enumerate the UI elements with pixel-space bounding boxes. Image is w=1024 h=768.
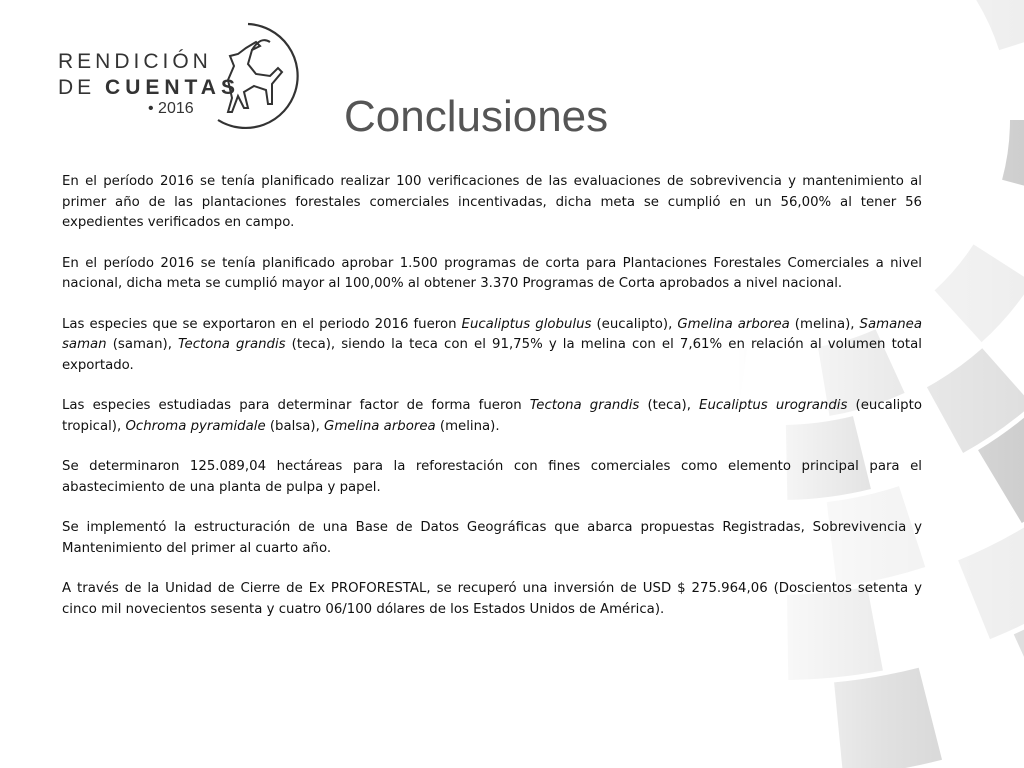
logo-line-1: RENDICIÓN: [58, 50, 212, 73]
paragraph: [62, 457, 922, 498]
paragraph: [62, 315, 922, 377]
species-name: Tectona grandis: [529, 398, 640, 413]
paragraph: [62, 172, 922, 234]
paragraph-text: Las especies que se exportaron en el periodo 2016 fueron: [62, 316, 462, 332]
conclusions-body: [62, 172, 922, 620]
species-name: Ochroma pyramidale: [125, 418, 266, 434]
species-name: Eucaliptus globulus: [461, 316, 592, 332]
logo-line-2b: CUENTAS: [105, 76, 240, 99]
paragraph-text: (teca),: [639, 398, 700, 413]
paragraph-text: (balsa),: [265, 418, 325, 434]
paragraph: [62, 254, 922, 295]
species-name: Gmelina arborea: [677, 316, 790, 332]
paragraph: [62, 579, 922, 620]
paragraph-text: (melina).: [435, 418, 500, 434]
paragraph-text: En el período 2016 se tenía planificado aprobar 1.500 programas de corta para Plantaciones Forestales Comerciales a nivel nacional, dicha meta se cumplió mayor al 100,00% al obtener 3.370 Programas de Corta aprobados a nivel nacional.: [62, 255, 922, 291]
paragraph-text: (teca), siendo la teca con el 91,75% y la melina con el 7,61% en relación al volumen total exportado.: [62, 337, 922, 373]
species-name: Samanea saman: [62, 316, 922, 352]
species-name: Gmelina arborea: [324, 418, 436, 434]
paragraph: [62, 518, 922, 559]
paragraph-text: Las especies estudiadas para determinar factor de forma fueron: [62, 398, 530, 413]
paragraph-text: En el período 2016 se tenía planificado realizar 100 verificaciones de las evaluaciones de sobrevivencia y mantenimiento al primer año de las plantaciones forestales comerciales incentivadas, dicha meta se cumplió en un 56,00% al tener 56 expedientes verificados en campo.: [62, 174, 922, 230]
bull-icon: [208, 20, 300, 132]
paragraph-text: Se implementó la estructuración de una Base de Datos Geográficas que abarca propuestas Registradas, Sobrevivencia y Mantenimiento del primer al cuarto año.: [62, 520, 922, 556]
paragraph-text: (saman),: [106, 337, 179, 352]
logo-year: • 2016: [148, 100, 194, 117]
rendicion-cuentas-logo: [48, 20, 308, 132]
paragraph-text: Se determinaron 125.089,04 hectáreas para la reforestación con fines comerciales como elemento principal para el abastecimiento de una planta de pulpa y papel.: [62, 459, 922, 495]
paragraph-text: A través de la Unidad de Cierre de Ex PROFORESTAL, se recuperó una inversión de USD $ 275.964,06 (Doscientos setenta y cinco mil novecientos sesenta y cuatro 06/100 dólares de los Estados Unidos de América).: [62, 581, 922, 617]
species-name: Eucaliptus urograndis: [699, 398, 848, 413]
paragraph-text: (eucalipto tropical),: [62, 398, 922, 434]
page-title: Conclusiones: [344, 92, 609, 141]
paragraph: [62, 396, 922, 437]
species-name: Tectona grandis: [178, 337, 286, 352]
paragraph-text: (eucalipto),: [591, 316, 678, 332]
logo-line-2a: DE: [58, 76, 96, 99]
paragraph-text: (melina),: [789, 316, 860, 332]
